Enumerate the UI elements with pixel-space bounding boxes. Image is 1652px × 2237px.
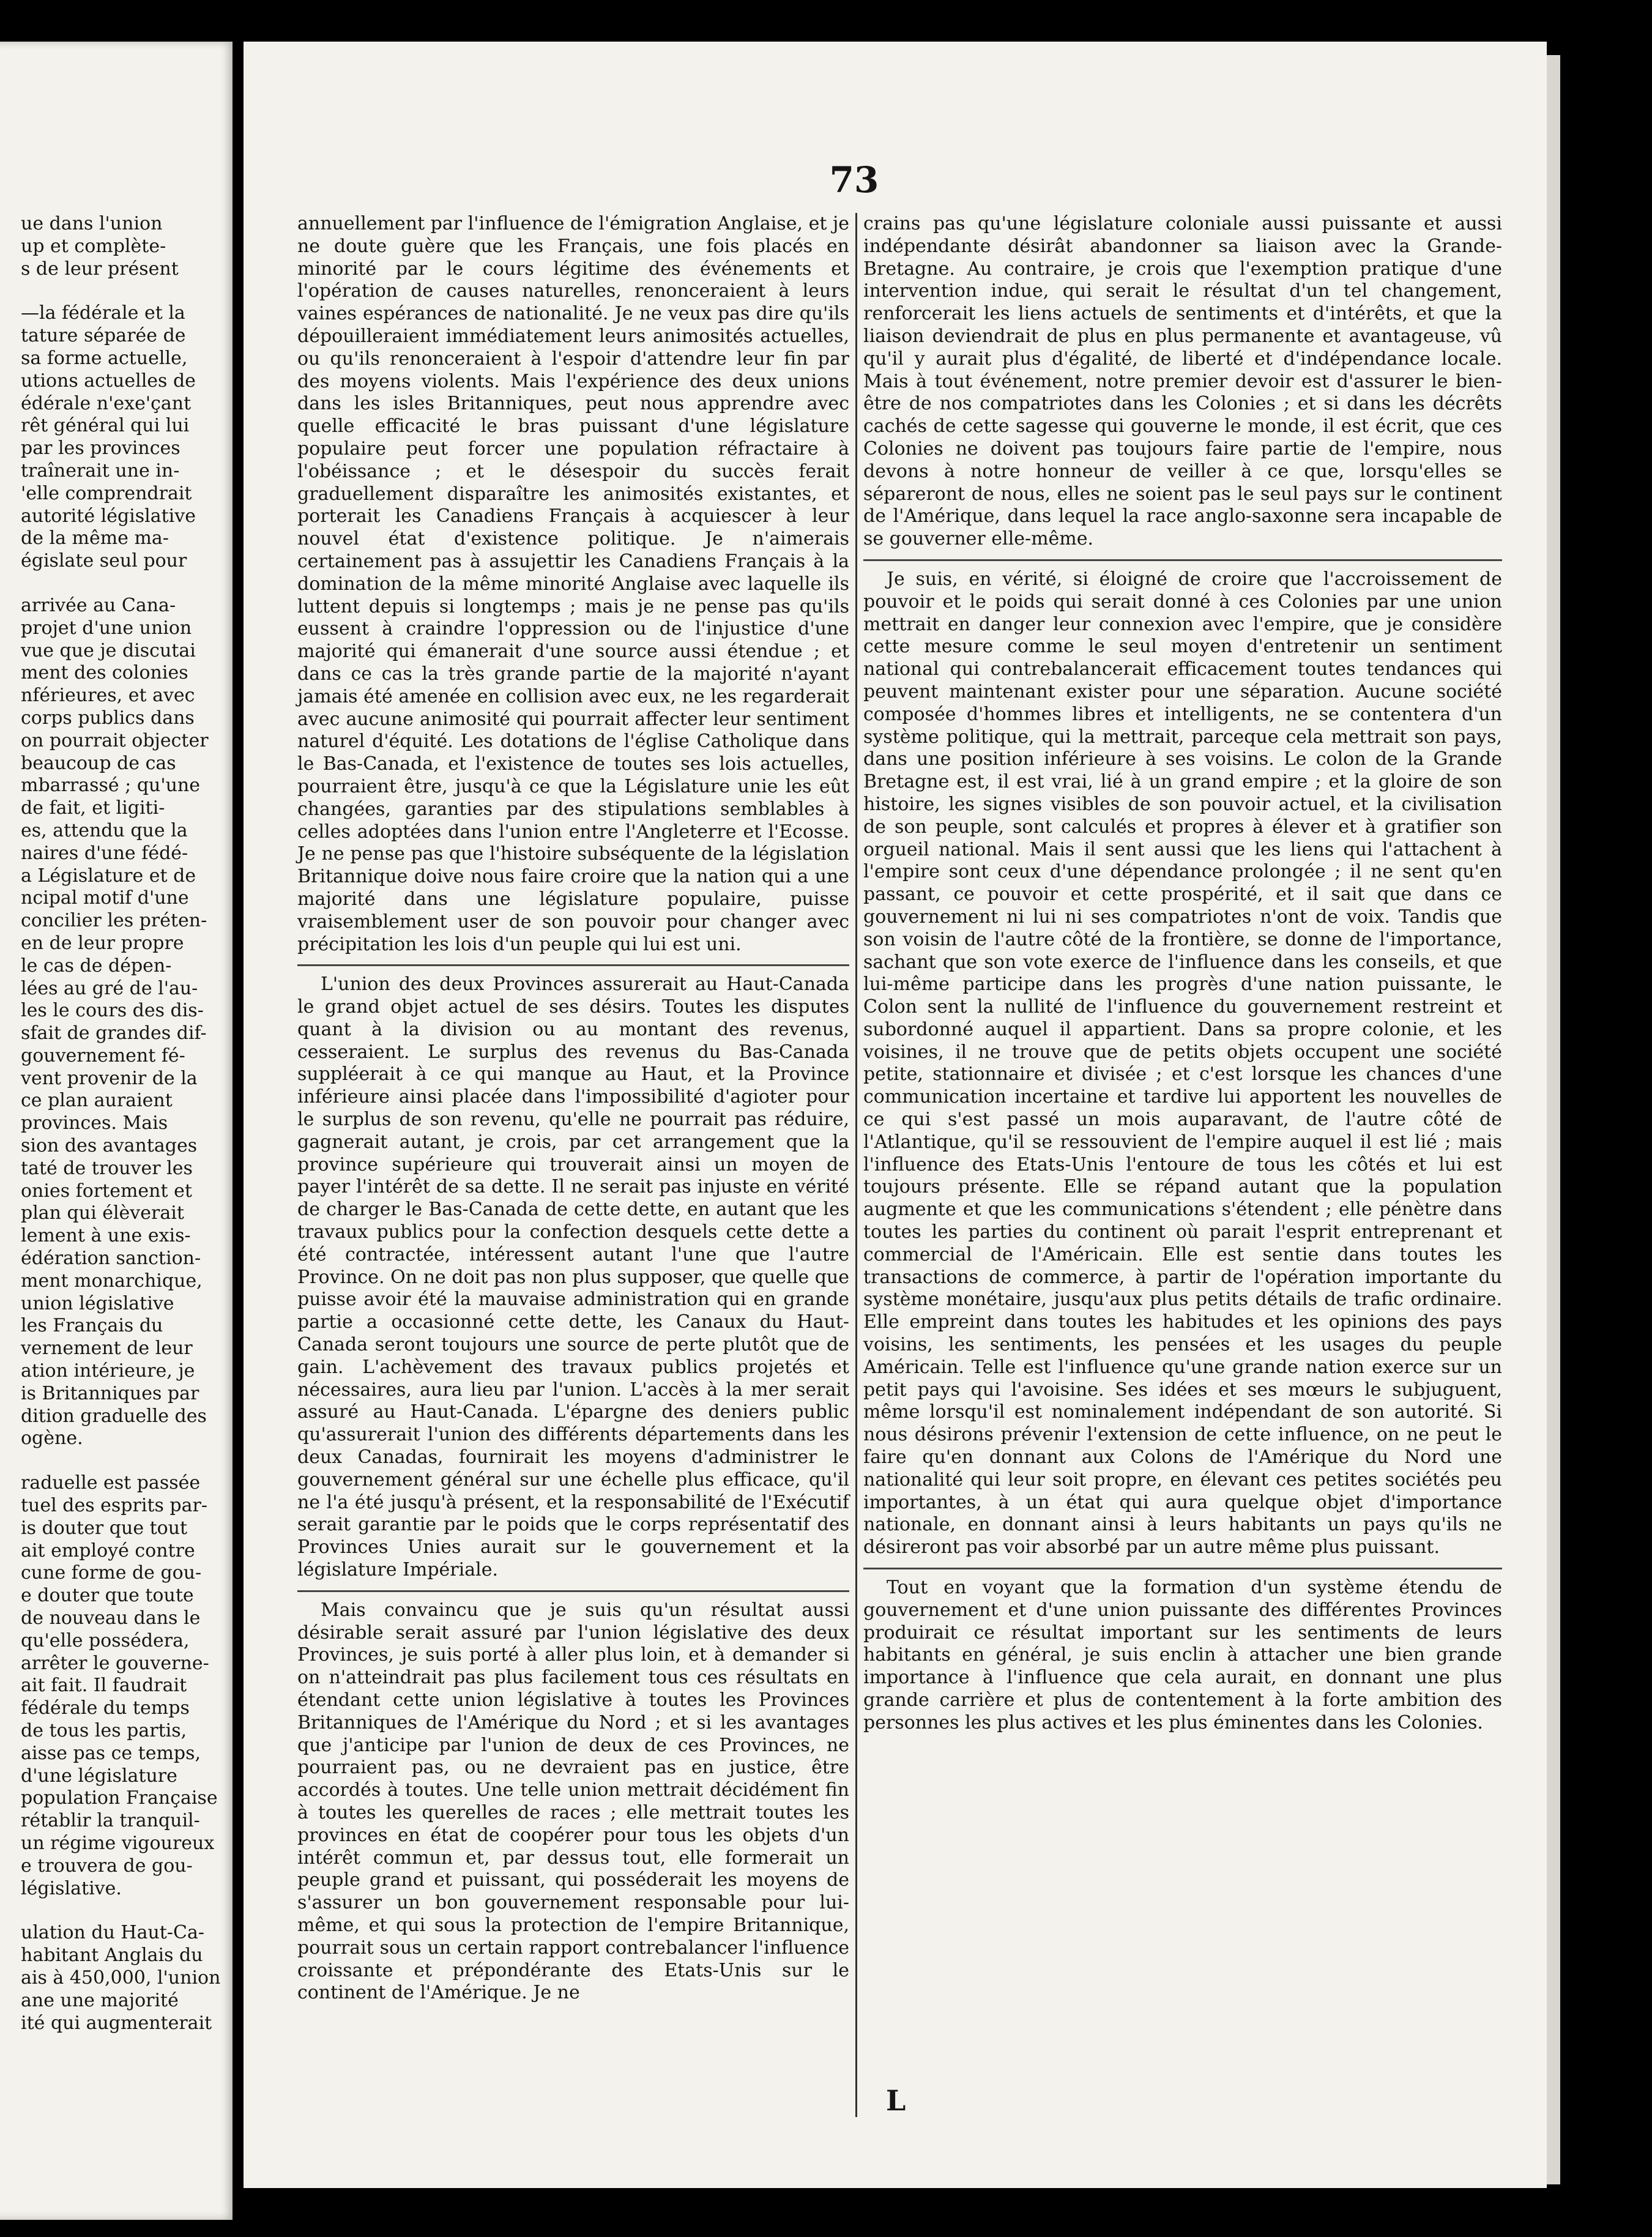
fragment-line: raduelle est passée (21, 1472, 201, 1494)
fragment-line: sion des avantages (21, 1135, 198, 1157)
fragment-line: is douter que tout (21, 1517, 188, 1539)
fragment-line: vernement de leur (21, 1338, 193, 1360)
page-edge (1547, 55, 1560, 2184)
fragment-line: ogène. (21, 1427, 83, 1450)
signature-mark: L (886, 2084, 906, 2117)
fragment-line: union législative (21, 1292, 174, 1314)
fragment-line: le cas de dépen- (21, 955, 172, 977)
fragment-line: un régime vigoureux (21, 1832, 215, 1854)
fragment-line: a Législature et de (21, 865, 196, 887)
paragraph: Mais convaincu que je suis qu'un résultat aussi désirable serait assuré par l'union législative des deux Provinces, je suis porté à aller plus loin, et à demander si on n'atteindrait pas plus facilement tous ces résultats en étendant cette union législative à toutes les Provinces Britanniques de l'Amérique du Nord ; et si les avantages que j'anticipe par l'union de deux de ces Provinces, ne pourraient pas, ou ne devraient pas en justice, être accordés à toutes. Une telle union mettrait décidément fin à toutes les querelles de races ; elle mettrait toutes les provinces en état de coopérer pour tous les objets d'un intérêt commun et, par dessus tout, elle formerait un peuple grand et puissant, qui posséderait les moyens de s'assurer un bon gouvernement responsable pour lui-même, et qui sous la protection de l'empire Britannique, pourrait sous un certain rapport contrebalancer l'influence croissante et prépondérante des Etats-Unis sur le continent de l'Amérique. Je ne (297, 1590, 849, 2004)
fragment-line: ue dans l'union (21, 213, 163, 234)
fragment-line: is Britanniques par (21, 1382, 199, 1404)
fragment-line: arrivée au Cana- (21, 594, 176, 616)
fragment-line: égislate seul pour (21, 550, 187, 572)
fragment-line: de nouveau dans le (21, 1607, 201, 1629)
fragment-line: cune forme de gou- (21, 1562, 202, 1584)
fragment-line: les le cours des dis- (21, 1000, 204, 1022)
fragment-line: naires d'une fédé- (21, 842, 188, 864)
fragment-line: e douter que toute (21, 1585, 194, 1607)
left-page-text-column (21, 213, 223, 2034)
fragment-line: lement à une exis- (21, 1225, 191, 1247)
fragment-line: ait employé contre (21, 1539, 195, 1561)
fragment-line: lées au gré de l'au- (21, 977, 198, 999)
fragment-line: ait fait. Il faudrait (21, 1675, 187, 1697)
fragment-line: on pourrait objecter (21, 729, 209, 751)
fragment-line: tature séparée de (21, 325, 186, 347)
fragment-line: plan qui élèverait (21, 1202, 184, 1224)
fragment-line: taté de trouver les (21, 1157, 193, 1179)
right-text-column (855, 213, 1502, 2117)
fragment-line: rêt général qui lui (21, 415, 190, 437)
fragment-line: édération sanction- (21, 1248, 201, 1270)
fragment-line: d'une législature (21, 1765, 177, 1787)
fragment-line: ce plan auraient (21, 1090, 173, 1112)
fragment-line: projet d'une union (21, 617, 192, 639)
fragment-line: e trouvera de gou- (21, 1855, 193, 1877)
fragment-line: édérale n'exe'çant (21, 392, 192, 414)
paragraph: crains pas qu'une législature coloniale aussi puissante et aussi indépendante désirât abandonner sa liaison avec la Grande-Bretagne. Au contraire, je crois que l'exemption pratique d'une intervention indue, qui serait le résultat d'un tel changement, renforcerait les liens actuels de sentiments et d'intérêts, et que la liaison deviendrait de plus en plus permanente et avantageuse, vû qu'il y aurait plus d'égalité, de liberté et d'indépendance locale. Mais à tout événement, notre premier devoir est d'assurer le bien-être de nos compatriotes dans les Colonies ; et si dans les décrêts cachés de cette sagesse qui gouverne le monde, il est écrit, que ces Colonies ne doivent pas toujours faire partie de l'empire, nous devons à notre honneur de veiller à ce que, lorsqu'elles se sépareront de nous, elles ne soient pas le seul pays sur le continent de l'Amérique, dans lequel la race anglo-saxonne sera incapable de se gouverner elle-même. (863, 213, 1502, 550)
fragment-line: mbarrassé ; qu'une (21, 775, 200, 797)
fragment-line: vue que je discutai (21, 639, 196, 661)
fragment-line: de fait, et ligiti- (21, 797, 165, 819)
paragraph: Je suis, en vérité, si éloigné de croire que l'accroissement de pouvoir et le poids qui serait donné à ces Colonies par une union mettrait en danger leur connexion avec l'empire, que je considère cette mesure comme le seul moyen d'entretenir un sentiment national qui contrebalancerait efficacement toutes tendances qui peuvent maintenant exister pour une séparation. Aucune société composée d'hommes libres et intelligents, ne se contentera d'un système politique, qui la mettrait, parceque cela mettrait son pays, dans une position inférieure à ses voisins. Le colon de la Grande Bretagne est, il est vrai, lié à un grand empire ; et la gloire de son histoire, les signes visibles de son pouvoir actuel, et la civilisation de son peuple, sont calculés et propres à élever et à gratifier son orgueil national. Mais il sent aussi que les liens qui l'attachent à l'empire sont ceux d'une dépendance prolongée ; il ne sent qu'en passant, ce pouvoir et cette prospérité, et il sait que dans ce gouvernement ni lui ni ses compatriotes n'ont de voix. Tandis que son voisin de l'autre côté de la frontière, se donne de l'importance, sachant que son vote exerce de l'influence dans les conseils, et que lui-même participe dans les progrès d'une nation puissante, le Colon sent la nullité de l'influence du gouvernement restreint et subordonné auquel il appartient. Dans sa propre colonie, et les voisines, il ne trouve que de petits objets occupent une société petite, stationnaire et divisée ; et c'est lorsque les chances d'une communication incertaine et tardive lui apportent les nouvelles de ce qui s'est passé un mois auparavant, de l'autre côté de l'Atlantique, qu'il se ressouvient de l'empire auquel il est lié ; mais l'influence des Etats-Unis l'entoure de tous les côtés et lui est toujours présente. Elle se répand autant que la population augmente et que les communications s'étendent ; elle pénètre dans toutes les parties du continent où parait l'esprit entreprenant et commercial de l'Américain. Elle est sentie dans toutes les transactions de commerce, à partir de l'opération importante du système monétaire, jusqu'aux plus petits détails de trafic ordinaire. Elle empreint dans toutes les habitudes et les opinions des pays voisins, les sentiments, les pensées et les usages du peuple Américain. Telle est l'influence qu'une grande nation exerce sur un petit pays qui l'avoisine. Ses idées et ses mœurs le subjuguent, même lorsqu'il est nominalement indépendant de son autorité. Si nous désirons prévenir l'extension de cette influence, on ne peut le faire qu'en donnant aux Colons de l'Amérique du Nord une nationalité qui leur soit propre, en élevant ces petites sociétés peu importantes, à un état qui aura quelque objet d'importance nationale, en donnant ainsi à leurs habitants un pays qu'ils ne désireront pas voir absorbé par un autre même plus puissant. (863, 559, 1502, 1559)
fragment-line: up et complète- (21, 235, 166, 257)
fragment-line: arrêter le gouverne- (21, 1652, 209, 1674)
fragment-line: onies fortement et (21, 1180, 192, 1202)
fragment-line: ncipal motif d'une (21, 887, 189, 909)
fragment-line: sa forme actuelle, (21, 347, 188, 369)
fragment-line: ulation du Haut-Ca- (21, 1922, 204, 1944)
fragment-line: les Français du (21, 1315, 163, 1337)
fragment-line: ation intérieure, je (21, 1360, 195, 1382)
fragment-line: autorité législative (21, 505, 196, 527)
fragment-line: sfait de grandes dif- (21, 1022, 207, 1044)
fragment-line: rétablir la tranquil- (21, 1810, 200, 1832)
fragment-line: ais à 450,000, l'union (21, 1967, 221, 1989)
fragment-line: en de leur propre (21, 932, 184, 954)
fragment-line: corps publics dans (21, 707, 195, 729)
fragment-line: gouvernement fé- (21, 1044, 185, 1066)
fragment-line: ment des colonies (21, 662, 188, 684)
fragment-line: es, attendu que la (21, 819, 188, 841)
fragment-line: population Française (21, 1787, 218, 1809)
fragment-line: par les provinces (21, 437, 180, 460)
left-page-fragment (0, 42, 233, 2220)
fragment-line: traînerait une in- (21, 460, 180, 482)
fragment-line: fédérale du temps (21, 1697, 190, 1719)
fragment-line: dition graduelle des (21, 1405, 207, 1427)
fragment-line: aisse pas ce temps, (21, 1742, 201, 1764)
fragment-line: —la fédérale et la (21, 302, 185, 324)
fragment-line: tuel des esprits par- (21, 1495, 207, 1517)
fragment-line: 'elle comprendrait (21, 482, 192, 504)
page-73 (244, 42, 1547, 2188)
paragraph: Tout en voyant que la formation d'un système étendu de gouvernement et d'une union puissante des différentes Provinces produirait ce résultat important sur les sentiments de leurs habitants en général, je suis enclin à attacher une bien grande importance à l'influence que cela aurait, en donnant une plus grande carrière et plus de contentement à la forte ambition des personnes les plus actives et les plus éminentes dans les Colonies. (863, 1568, 1502, 1735)
fragment-line: ment monarchique, (21, 1270, 203, 1292)
left-text-column (297, 213, 849, 2004)
fragment-line: provinces. Mais (21, 1112, 168, 1134)
fragment-line: ité qui augmenterait (21, 2012, 212, 2034)
fragment-line: nférieures, et avec (21, 685, 195, 707)
fragment-line: beaucoup de cas (21, 752, 176, 774)
fragment-line: qu'elle possédera, (21, 1629, 190, 1651)
fragment-line: habitant Anglais du (21, 1945, 203, 1967)
fragment-line: s de leur présent (21, 258, 179, 280)
fragment-line: vent provenir de la (21, 1067, 198, 1089)
fragment-line: législative. (21, 1877, 122, 1899)
paragraph: annuellement par l'influence de l'émigration Anglaise, et je ne doute guère que les Français, une fois placés en minorité par le cours légitime des événements et l'opération de causes naturelles, renonceraient à leurs vaines espérances de nationalité. Je ne veux pas dire qu'ils dépouilleraient immédiatement leurs animosités actuelles, ou qu'ils renonceraient à l'espoir d'attendre leur fin par des moyens violents. Mais l'expérience des deux unions dans les isles Britanniques, peut nous apprendre avec quelle efficacité le bras puissant d'une législature populaire peut forcer une population réfractaire à l'obéissance ; et le désespoir du succès ferait graduellement disparaître les animosités existantes, et porterait les Canadiens Français à acquiescer à leur nouvel état d'existence politique. Je n'aimerais certainement pas à assujettir les Canadiens Français à la domination de la même minorité Anglaise avec laquelle ils luttent depuis si longtemps ; mais je ne pense pas qu'ils eussent à craindre l'oppression ou de l'injustice d'une majorité qui émanerait d'une source aussi étendue ; et dans ce cas la très grande partie de la majorité n'ayant jamais été amenée en collision avec eux, ne les regarderait avec aucune animosité qui pourrait affecter leur sentiment naturel d'équité. Les dotations de l'église Catholique dans le Bas-Canada, et l'existence de toutes ses lois actuelles, pourraient être, jusqu'à ce que la Législature unie les eût changées, garanties par des stipulations semblables à celles adoptées dans l'union entre l'Angleterre et l'Ecosse. Je ne pense pas que l'histoire subséquente de la législation Britannique doive nous faire croire que la nation qui a une majorité dans une législature populaire, puisse vraisemblement user de son pouvoir pour changer avec précipitation les lois d'un peuple qui lui est uni. (297, 213, 849, 955)
fragment-line: de tous les partis, (21, 1720, 187, 1741)
paragraph: L'union des deux Provinces assurerait au Haut-Canada le grand objet actuel de ses désirs. Toutes les disputes quant à la division ou au montant des revenus, cesseraient. Le surplus des revenus du Bas-Canada suppléerait à ce qui manque au Haut, et la Province inférieure ainsi placée dans l'impossibilité d'agioter pour le surplus de son revenu, qu'elle ne pourrait pas réduire, gagnerait autant, je crois, par cet arrangement que la province supérieure qui trouverait ainsi un moyen de payer l'intérêt de sa dette. Il ne serait pas injuste en vérité de charger le Bas-Canada de cette dette, en autant que les travaux publics pour la confection desquels cette dette a été contractée, intéressent autant l'une que l'autre Province. On ne doit pas non plus supposer, que quelle que puisse avoir été la mauvaise administration qui en grande partie a occasionné cette dette, les Canaux du Haut-Canada seront toujours une source de perte plutôt que de gain. L'achèvement des travaux publics projetés et nécessaires, aura lieu par l'union. L'accès à la mer serait assuré au Haut-Canada. L'épargne des deniers public qu'assurerait l'union des différents départements dans les deux Canadas, fournirait les moyens d'administrer le gouvernement général sur une échelle plus efficace, qu'il ne l'a été jusqu'à présent, et la responsabilité de l'Exécutif serait garantie par le poids que le corps représentatif des Provinces Unies aurait sur le gouvernement et la législature Impériale. (297, 964, 849, 1582)
fragment-line: de la même ma- (21, 527, 169, 549)
page-number: 73 (829, 159, 879, 201)
fragment-line: utions actuelles de (21, 370, 196, 392)
fragment-line: concilier les préten- (21, 910, 207, 932)
fragment-line: ane une majorité (21, 1989, 179, 2011)
